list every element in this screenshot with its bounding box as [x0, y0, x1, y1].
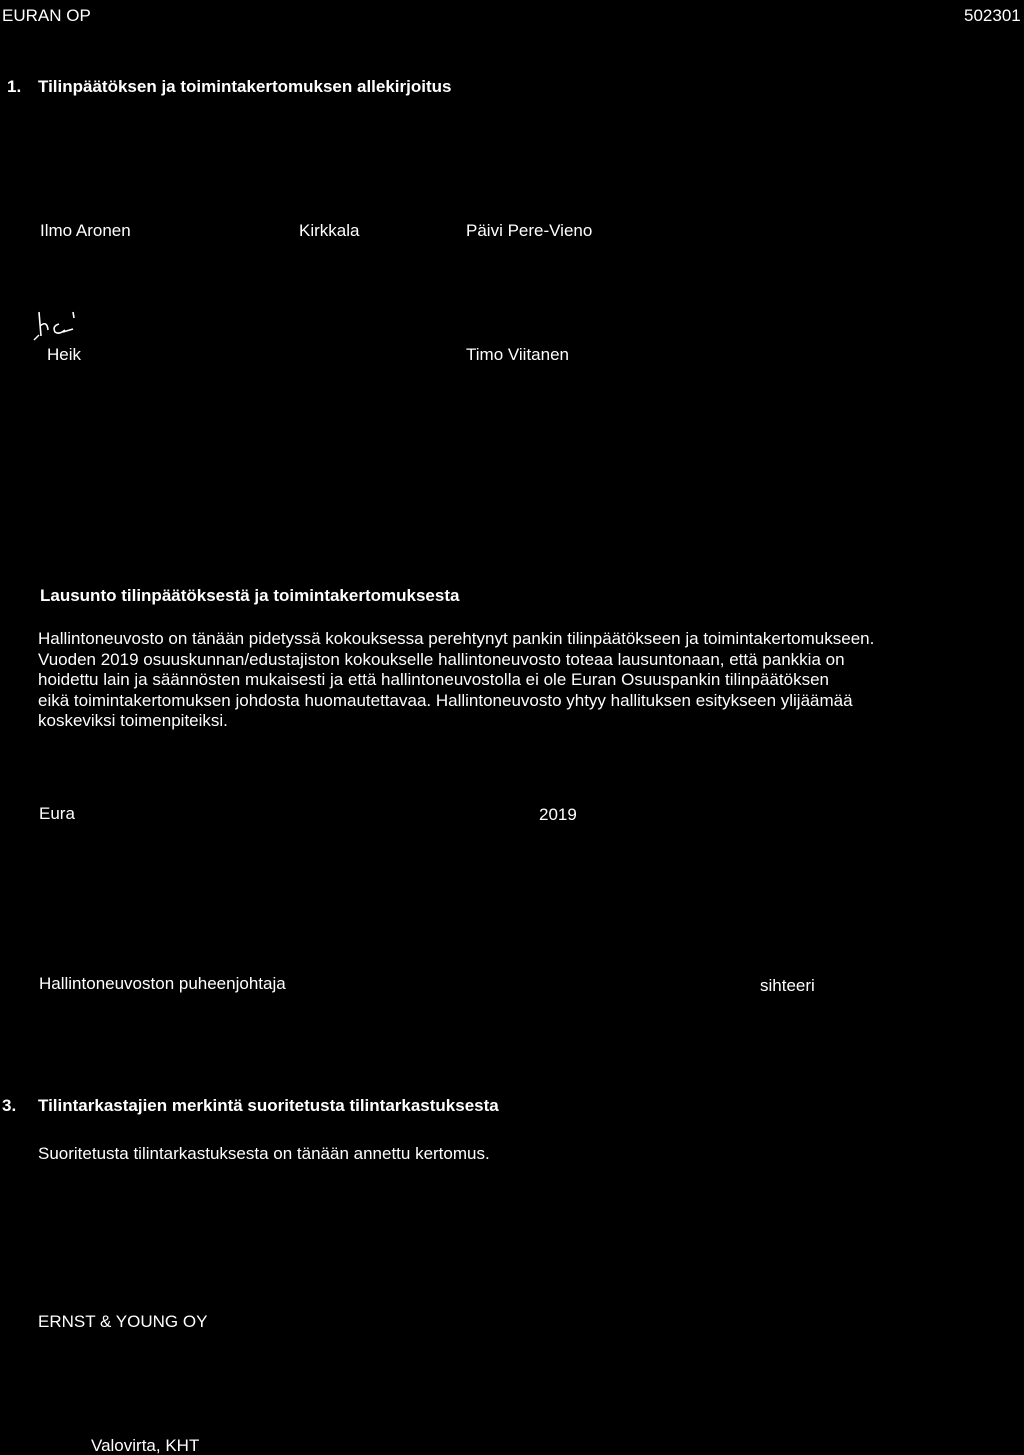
section3-text: Suoritetusta tilintarkastuksesta on tänään annettu kertomus. [38, 1144, 490, 1163]
statement-line: hoidettu lain ja säännösten mukaisesti ja että hallintoneuvostolla ei ole Euran Osuuspankin tilinpäätöksen [38, 670, 830, 689]
statement-place: Eura [39, 804, 75, 823]
handwritten-signature-icon [33, 310, 81, 344]
section3-number: 3. [2, 1096, 17, 1115]
statement-line: koskeviksi toimenpiteiksi. [38, 711, 228, 730]
section3-title: Tilintarkastajien merkintä suoritetusta tilintarkastuksesta [38, 1096, 499, 1115]
statement-line: Hallintoneuvosto on tänään pidetyssä kokouksessa perehtynyt pankin tilinpäätökseen ja toimintakertomukseen. [38, 629, 875, 648]
statement-line: eikä toimintakertomuksen johdosta huomautettavaa. Hallintoneuvosto yhtyy hallituksen esitykseen ylijäämää [38, 690, 853, 710]
signatory-ilmo-aronen: Ilmo Aronen [40, 221, 131, 240]
statement-year: 2019 [539, 805, 577, 824]
statement-title: Lausunto tilinpäätöksestä ja toimintakertomuksesta [40, 586, 460, 605]
section1-number: 1. [7, 77, 22, 96]
header-right: 502301 [964, 6, 1021, 25]
auditor-firm: ERNST & YOUNG OY [38, 1312, 208, 1331]
section1-title: Tilinpäätöksen ja toimintakertomuksen allekirjoitus [38, 77, 452, 96]
signatory-heik: Heik [47, 345, 82, 364]
header-left: EURAN OP [2, 6, 91, 25]
auditor-name: Valovirta, KHT [91, 1436, 200, 1455]
signatory-kirkkala: Kirkkala [299, 221, 360, 240]
chair-label: Hallintoneuvoston puheenjohtaja [39, 974, 286, 993]
signatory-paivi-pere-vieno: Päivi Pere-Vieno [466, 221, 593, 240]
secretary-label: sihteeri [760, 976, 815, 995]
statement-paragraph [38, 629, 998, 732]
signatory-timo-viitanen: Timo Viitanen [466, 345, 569, 364]
statement-line: Vuoden 2019 osuuskunnan/edustajiston kokoukselle hallintoneuvosto toteaa lausuntonaan, että pankkia on [38, 649, 845, 669]
